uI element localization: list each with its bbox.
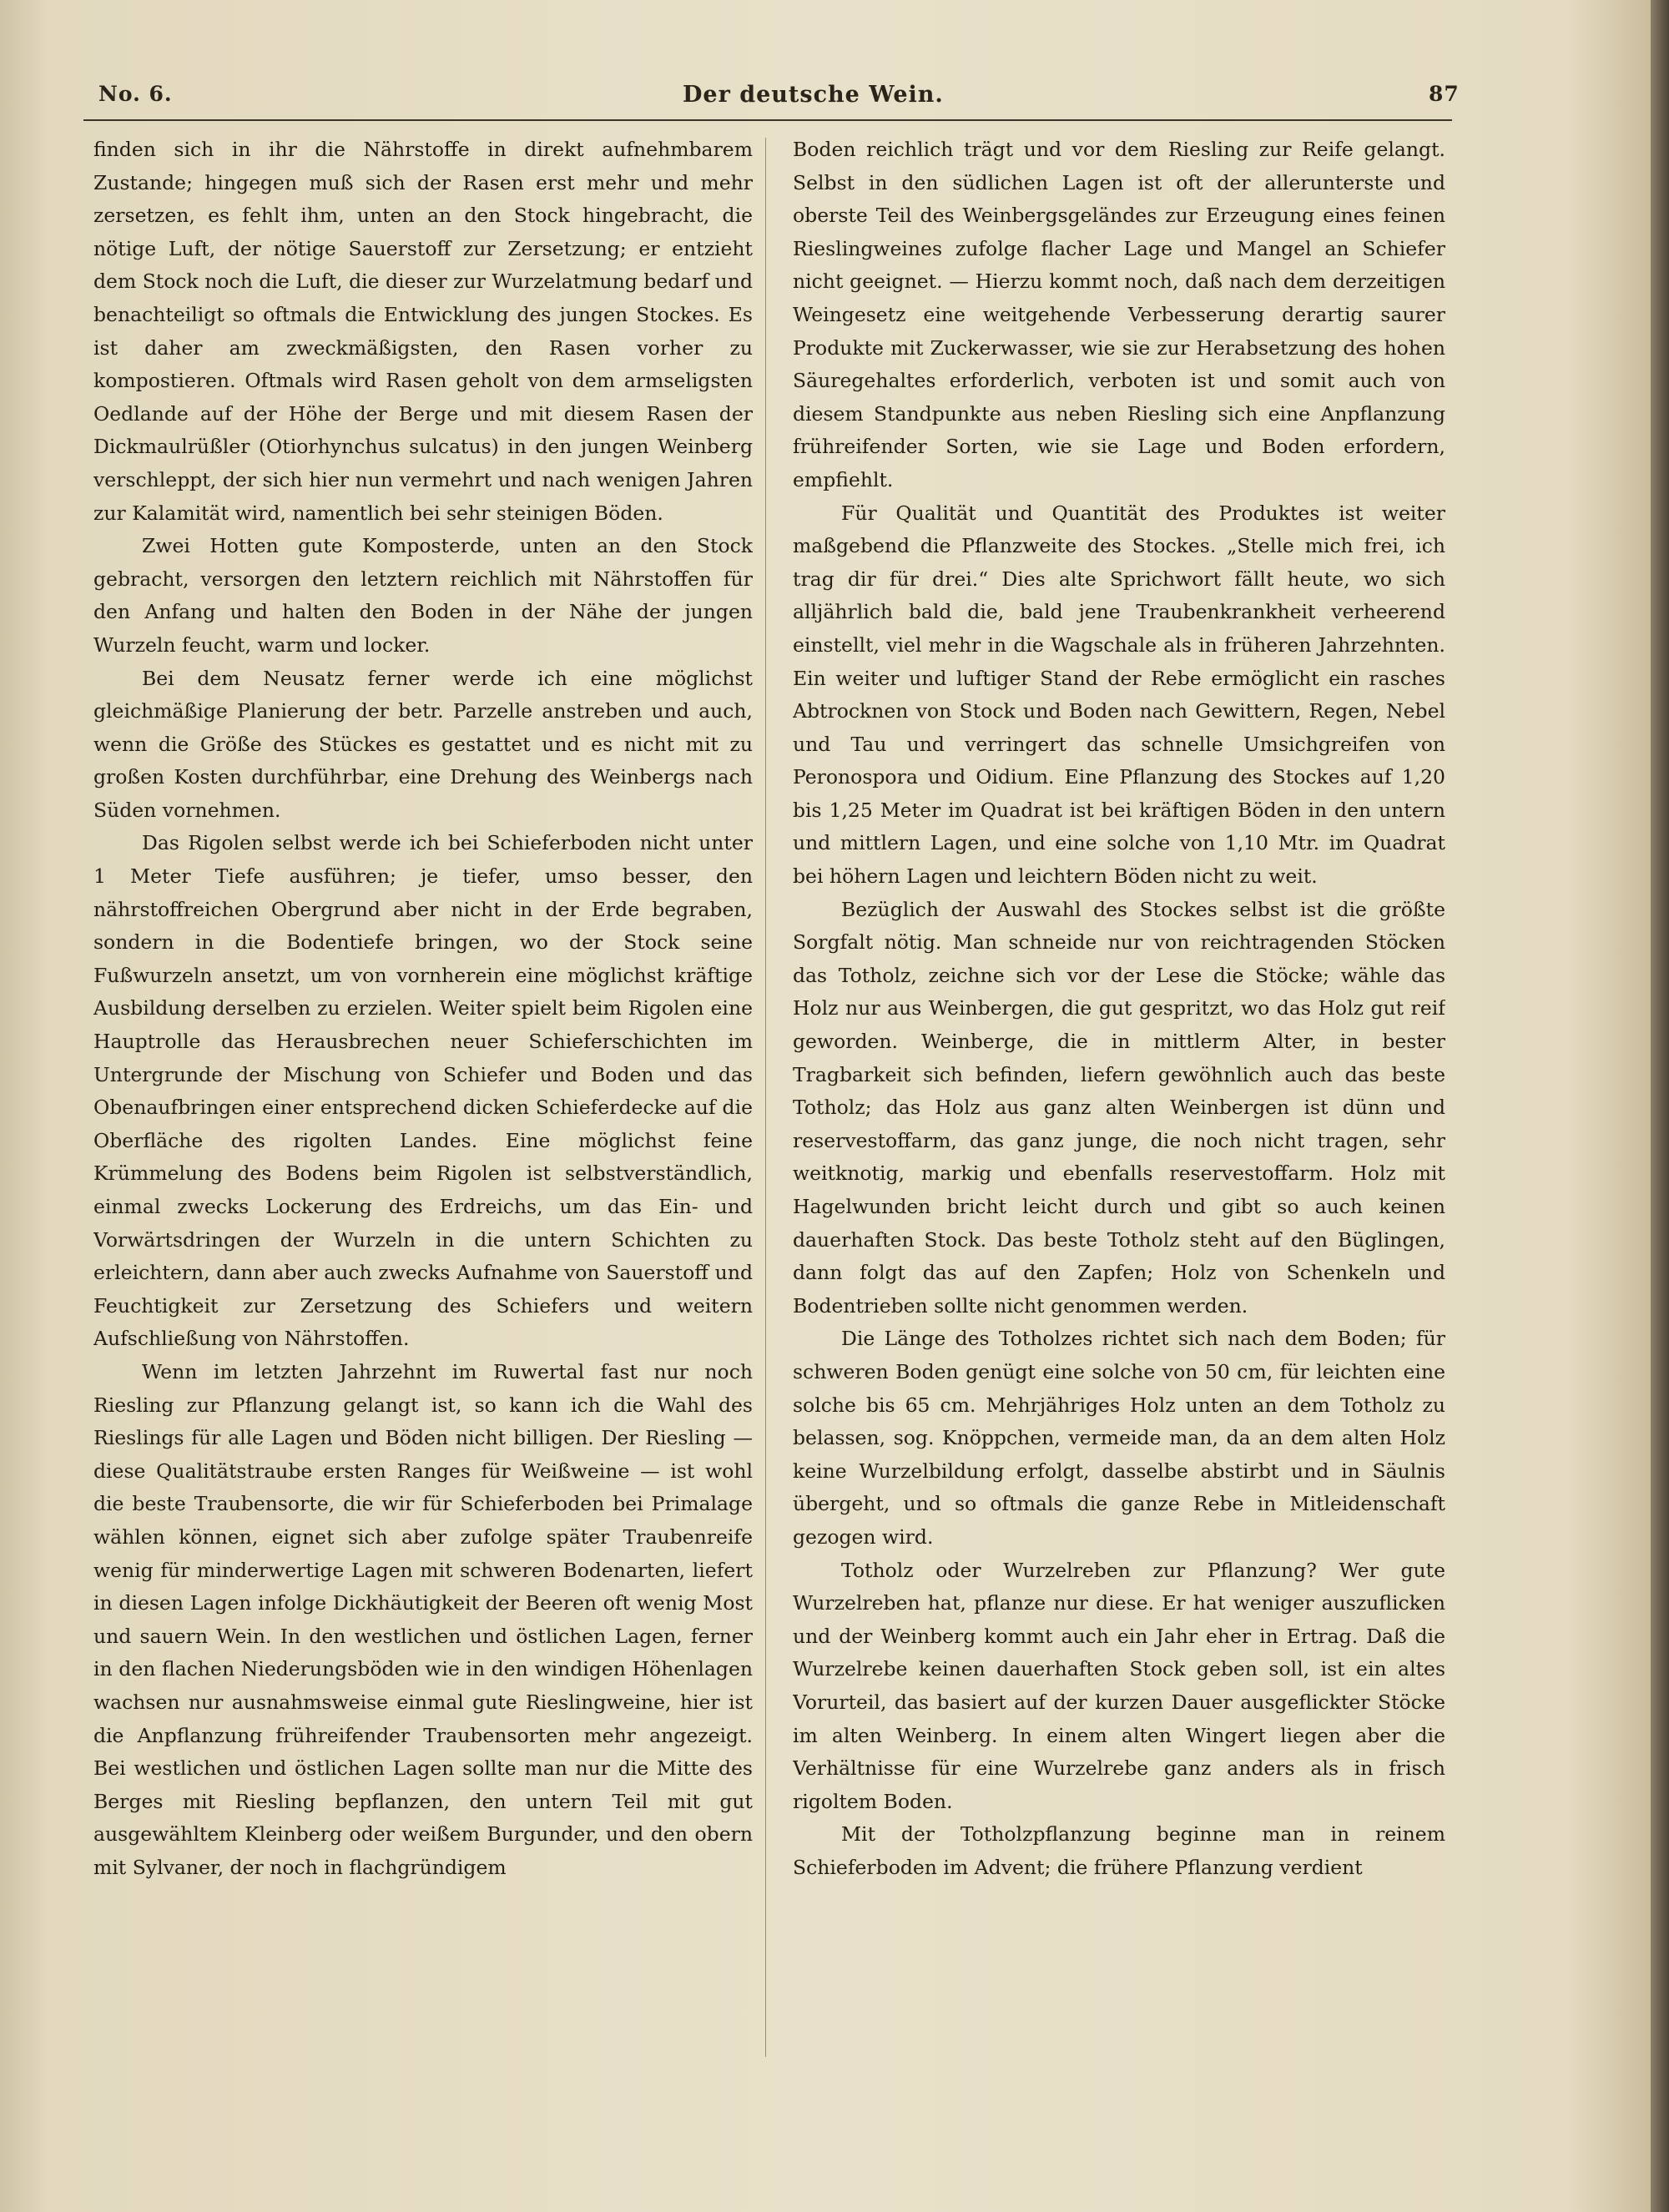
paragraph: Für Qualität und Quantität des Produktes ist weiter maßgebend die Pflanzweite des Stockes. „Stelle mich frei, ich trag dir für drei.“ Dies alte Sprichwort fällt heute, wo sich alljährlich bald die, bald jene Traubenkrankheit verheerend einstellt, viel mehr in die Wagschale als in früheren Jahrzehnten. Ein weiter und luftiger Stand der Rebe ermöglicht ein rasches Abtrocknen von Stock und Boden nach Gewittern, Regen, Nebel und Tau und verringert das schnelle Umsichgreifen von Peronospora und Oidium. Eine Pflanzung des Stockes auf 1,20 bis 1,25 Meter im Quadrat ist bei kräftigen Böden in den untern und mittlern Lagen, und eine solche von 1,10 Mtr. im Quadrat bei höhern Lagen und leichtern Böden nicht zu weit.: [793, 501, 1445, 889]
paragraph: Totholz oder Wurzelreben zur Pflanzung? Wer gute Wurzelreben hat, pflanze nur diese. Er hat weniger auszuflicken und der Weinberg kommt auch ein Jahr eher in Ertrag. Daß die Wurzelrebe keinen dauerhaften Stock geben soll, ist ein altes Vorurteil, das basiert auf der kurzen Dauer ausgeflickter Stöcke im alten Weinberg. In einem alten Wingert liegen aber die Verhältnisse für eine Wurzelrebe ganz anders als in frisch rigoltem Boden.: [793, 1558, 1445, 1813]
paragraph: Zwei Hotten gute Komposterde, unten an den Stock gebracht, versorgen den letztern reichlich mit Nährstoffen für den Anfang und halten den Boden in der Nähe der jungen Wurzeln feucht, warm und locker.: [93, 534, 753, 657]
page-title: Der deutsche Wein.: [683, 82, 944, 108]
paragraph: Bei dem Neusatz ferner werde ich eine möglichst gleichmäßige Planierung der betr. Parzelle anstreben und auch, wenn die Größe des Stückes es gestattet und es nicht mit zu großen Kosten durchführbar, eine Drehung des Weinbergs nach Süden vornehmen.: [93, 666, 753, 822]
paragraph: finden sich in ihr die Nährstoffe in direkt aufnehmbarem Zustande; hingegen muß sich der Rasen erst mehr und mehr zersetzen, es fehlt ihm, unten an den Stock hingebracht, die nötige Luft, der nötige Sauerstoff zur Zersetzung; er entzieht dem Stock noch die Luft, die dieser zur Wurzelatmung bedarf und benachteiligt so oftmals die Entwicklung des jungen Stockes. Es ist daher am zweckmäßigsten, den Rasen vorher zu kompostieren. Oftmals wird Rasen geholt von dem armseligsten Oedlande auf der Höhe der Berge und mit diesem Rasen der Dickmaulrüßler (Otiorhynchus sulcatus) in den jungen Weinberg verschleppt, der sich hier nun vermehrt und nach wenigen Jahren zur Kalamität wird, namentlich bei sehr steinigen Böden.: [93, 138, 753, 525]
paragraph: Mit der Totholzpflanzung beginne man in reinem Schieferboden im Advent; die frühere Pflanzung verdient: [793, 1822, 1445, 1879]
right-column: [793, 134, 1445, 2069]
paragraph: Boden reichlich trägt und vor dem Riesling zur Reife gelangt. Selbst in den südlichen Lagen ist oft der allerunterste und oberste Teil des Weinbergsgeländes zur Erzeugung eines feinen Rieslingweines zufolge flacher Lage und Mangel an Schiefer nicht geeignet. — Hierzu kommt noch, daß nach dem derzeitigen Weingesetz eine weitgehende Verbesserung derartig saurer Produkte mit Zuckerwasser, wie sie zur Herabsetzung des hohen Säuregehaltes erforderlich, verboten ist und somit auch von diesem Standpunkte aus neben Riesling sich eine Anpflanzung frühreifender Sorten, wie sie Lage und Boden erfordern, empfiehlt.: [793, 138, 1445, 491]
header-rule: [83, 119, 1452, 121]
left-column: [93, 134, 753, 2069]
page-number: 87: [1429, 82, 1460, 106]
paragraph: Die Länge des Totholzes richtet sich nach dem Boden; für schweren Boden genügt eine solche von 50 cm, für leichten eine solche bis 65 cm. Mehrjähriges Holz unten an dem Totholz zu belassen, sog. Knöppchen, vermeide man, da an dem alten Holz keine Wurzelbildung erfolgt, dasselbe abstirbt und in Säulnis übergeht, und so oftmals die ganze Rebe in Mitleidenschaft gezogen wird.: [793, 1327, 1445, 1549]
page-stack-edge: [1651, 0, 1669, 2212]
paragraph: Das Rigolen selbst werde ich bei Schieferboden nicht unter 1 Meter Tiefe ausführen; je tiefer, umso besser, den nährstoffreichen Obergrund aber nicht in der Erde begraben, sondern in die Bodentiefe bringen, wo der Stock seine Fußwurzeln ansetzt, um von vornherein eine möglichst kräftige Ausbildung derselben zu erzielen. Weiter spielt beim Rigolen eine Hauptrolle das Herausbrechen neuer Schieferschichten im Untergrunde der Mischung von Schiefer und Boden und das Obenaufbringen einer entsprechend dicken Schieferdecke auf die Oberfläche des rigolten Landes. Eine möglichst feine Krümmelung des Bodens beim Rigolen ist selbstverständlich, einmal zwecks Lockerung des Erdreichs, um das Ein- und Vorwärtsdringen der Wurzeln in die untern Schichten zu erleichtern, dann aber auch zwecks Aufnahme von Sauerstoff und Feuchtigkeit zur Zersetzung des Schiefers und weitern Aufschließung von Nährstoffen.: [93, 831, 753, 1351]
issue-number: No. 6.: [98, 82, 173, 106]
paragraph: Wenn im letzten Jahrzehnt im Ruwertal fast nur noch Riesling zur Pflanzung gelangt ist, so kann ich die Wahl des Rieslings für alle Lagen und Böden nicht billigen. Der Riesling — diese Qualitätstraube ersten Ranges für Weißweine — ist wohl die beste Traubensorte, die wir für Schieferboden bei Primalage wählen können, eignet sich aber zufolge später Traubenreife wenig für minderwertige Lagen mit schweren Bodenarten, liefert in diesen Lagen infolge Dickhäutigkeit der Beeren oft wenig Most und sauern Wein. In den westlichen und östlichen Lagen, ferner in den flachen Niederungsböden wie in den windigen Höhenlagen wachsen nur ausnahmsweise einmal gute Rieslingweine, hier ist die Anpflanzung frühreifender Traubensorten mehr angezeigt. Bei westlichen und östlichen Lagen sollte man nur die Mitte des Berges mit Riesling bepflanzen, den untern Teil mit gut ausgewähltem Kleinberg oder weißem Burgunder, und den obern mit Sylvaner, der noch in flachgründigem: [93, 1359, 753, 1879]
column-rule: [765, 138, 766, 2057]
paragraph: Bezüglich der Auswahl des Stockes selbst ist die größte Sorgfalt nötig. Man schneide nur von reichtragenden Stöcken das Totholz, zeichne sich vor der Lese die Stöcke; wähle das Holz nur aus Weinbergen, die gut gespritzt, wo das Holz gut reif geworden. Weinberge, die in mittlerm Alter, in bester Tragbarkeit sich befinden, liefern gewöhnlich auch das beste Totholz; das Holz aus ganz alten Weinbergen ist dünn und reservestoffarm, das ganz junge, die noch nicht tragen, sehr weitknotig, markig und ebenfalls reservestoffarm. Holz mit Hagelwunden bricht leicht durch und gibt so auch keinen dauerhaften Stock. Das beste Totholz steht auf den Büglingen, dann folgt das auf den Zapfen; Holz von Schenkeln und Bodentrieben sollte nicht genommen werden.: [793, 897, 1445, 1318]
